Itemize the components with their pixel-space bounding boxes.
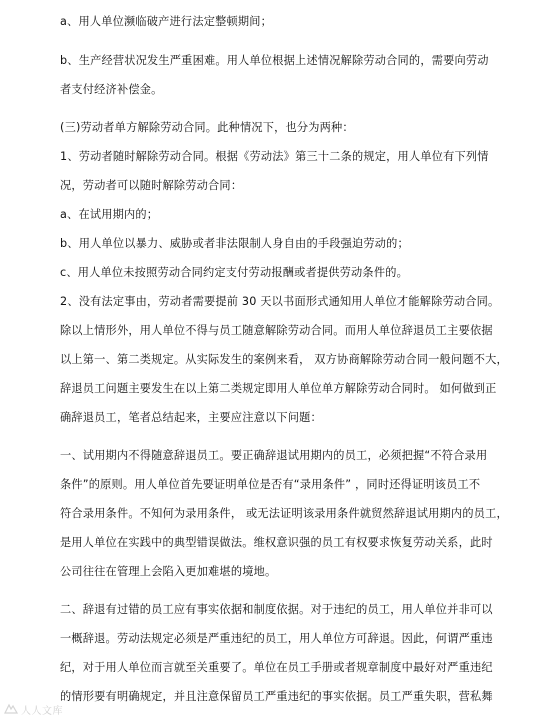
text-line: (三)劳动者单方解除劳动合同。此种情况下，也分为两种： [60,121,354,134]
text-line: b、生产经营状况发生严重困难。用人单位根据上述情况解除劳动合同的，需要向劳动 [60,54,489,67]
text-line: 二、辞退有过错的员工应有事实依据和制度依据。对于违纪的员工，用人单位并非可以 [60,603,493,616]
text-line: 公司往往在管理上会陷入更加难堪的境地。 [60,565,277,578]
text-line: 条件”的原则。用人单位首先要证明单位是否有“录用条件” ，同时还得证明该员工不 [60,478,481,491]
text-line: 2、没有法定事由，劳动者需要提前 30 天以书面形式通知用人单位才能解除劳动合同。 [60,295,500,308]
text-line: 的情形要有明确规定，并且注意保留员工严重违纪的事实依据。员工严重失职，营私舞 [60,690,493,703]
text-line: 纪，对于用人单位而言就至关重要了。单位在员工手册或者规章制度中最好对严重违纪 [60,661,493,674]
logo-icon [4,703,18,715]
text-line: 况，劳动者可以随时解除劳动合同： [60,179,243,192]
text-line: a、在试用期内的； [60,208,159,221]
text-line: 一概辞退。劳动法规定必须是严重违纪的员工，用人单位方可辞退。因此，何谓严重违 [60,632,493,645]
text-line: 除以上情形外，用人单位不得与员工随意解除劳动合同。而用人单位辞退员工主要依据 [60,324,493,337]
watermark-text: 人人文库 [21,705,63,717]
text-line: 是用人单位在实践中的典型错误做法。维权意识强的员工有权要求恢复劳动关系，此时 [60,536,493,549]
text-line: b、用人单位以暴力、威胁或者非法限制人身自由的手段强迫劳动的； [60,237,409,250]
text-line: 一、试用期内不得随意辞退员工。要正确辞退试用期内的员工，必须把握“不符合录用 [60,449,488,462]
text-line: 1、劳动者随时解除劳动合同。根据《劳动法》第三十二条的规定，用人单位有下列情 [60,150,489,163]
text-line: a、用人单位濒临破产进行法定整顿期间； [60,15,273,28]
text-line: 者支付经济补偿金。 [60,83,163,96]
watermark [4,702,90,716]
text-line: 符合录用条件。不知何为录用条件， 或无法证明该录用条件就贸然辞退试用期内的员工， [60,507,508,520]
text-line: 辞退员工问题主要发生在以上第二类规定即用人单位单方解除劳动合同时。 如何做到正 [60,382,497,395]
text-line: c、用人单位未按照劳动合同约定支付劳动报酬或者提供劳动条件的。 [60,266,408,279]
text-line: 确辞退员工，笔者总结起来，主要应注意以下问题： [60,411,322,424]
text-line: 以上第一、第二类规定。从实际发生的案例来看， 双方协商解除劳动合同一般问题不大， [60,353,508,366]
